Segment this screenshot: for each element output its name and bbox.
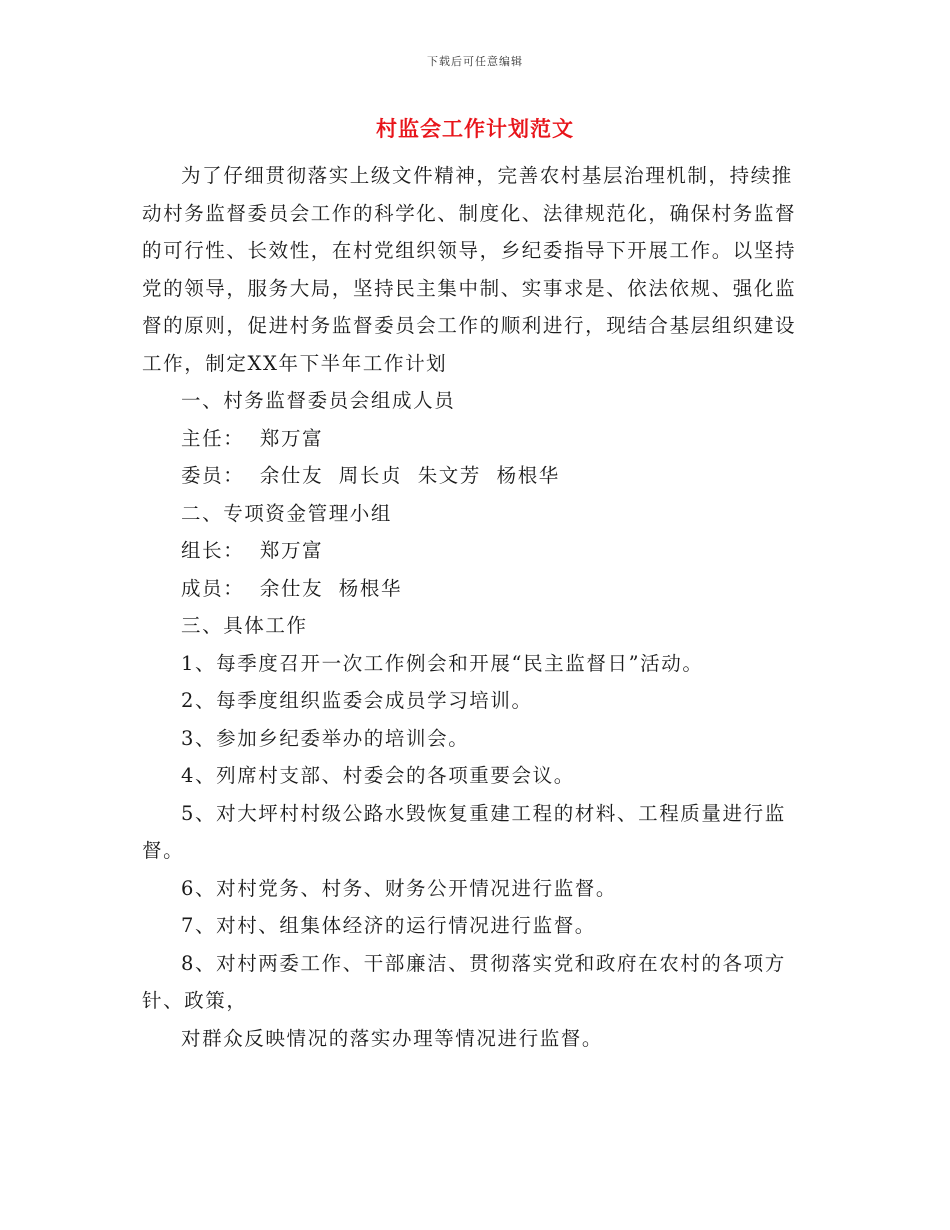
task-item-2: 2、每季度组织监委会成员学习培训。 (181, 689, 533, 712)
document-body (142, 157, 810, 1057)
group-members-line: 成员： 余仕友 杨根华 (181, 576, 403, 600)
group-leader-line: 组长： 郑万富 (181, 539, 324, 562)
director-line: 主任： 郑万富 (181, 426, 324, 450)
task-item-8: 8、对村两委工作、干部廉洁、贯彻落实党和政府在农村的各项方针、政策， (142, 951, 786, 1012)
section-heading-tasks: 三、具体工作 (181, 614, 308, 637)
page-header-note: 下载后可任意编辑 (427, 55, 523, 68)
section-heading-fund-group: 二、专项资金管理小组 (181, 501, 393, 525)
task-item-1: 1、每季度召开一次工作例会和开展“民主监督日”活动。 (181, 651, 704, 675)
task-item-3: 3、参加乡纪委举办的培训会。 (181, 726, 470, 750)
section-heading-members: 一、村务监督委员会组成人员 (181, 389, 456, 412)
task-item-7: 7、对村、组集体经济的运行情况进行监督。 (181, 914, 596, 937)
committee-members-line: 委员： 余仕友 周长贞 朱文芳 杨根华 (181, 464, 560, 487)
task-item-4: 4、列席村支部、村委会的各项重要会议。 (181, 764, 575, 787)
task-item-5: 5、对大坪村村级公路水毁恢复重建工程的材料、工程质量进行监督。 (142, 801, 786, 862)
task-item-8-continuation: 对群众反映情况的落实办理等情况进行监督。 (181, 1026, 604, 1050)
intro-paragraph: 为了仔细贯彻落实上级文件精神，完善农村基层治理机制，持续推动村务监督委员会工作的科学化、制度化、法律规范化，确保村务监督的可行性、长效性，在村党组织领导，乡纪委指导下开展工作。以坚持党的领导，服务大局，坚持民主集中制、实事求是、依法依规、强化监督的原则，促进村务监督委员会工作的顺利进行，现结合基层组织建设工作，制定XX年下半年工作计划 (142, 164, 797, 375)
document-title: 村监会工作计划范文 (376, 116, 574, 141)
task-item-6: 6、对村党务、村务、财务公开情况进行监督。 (181, 876, 618, 900)
